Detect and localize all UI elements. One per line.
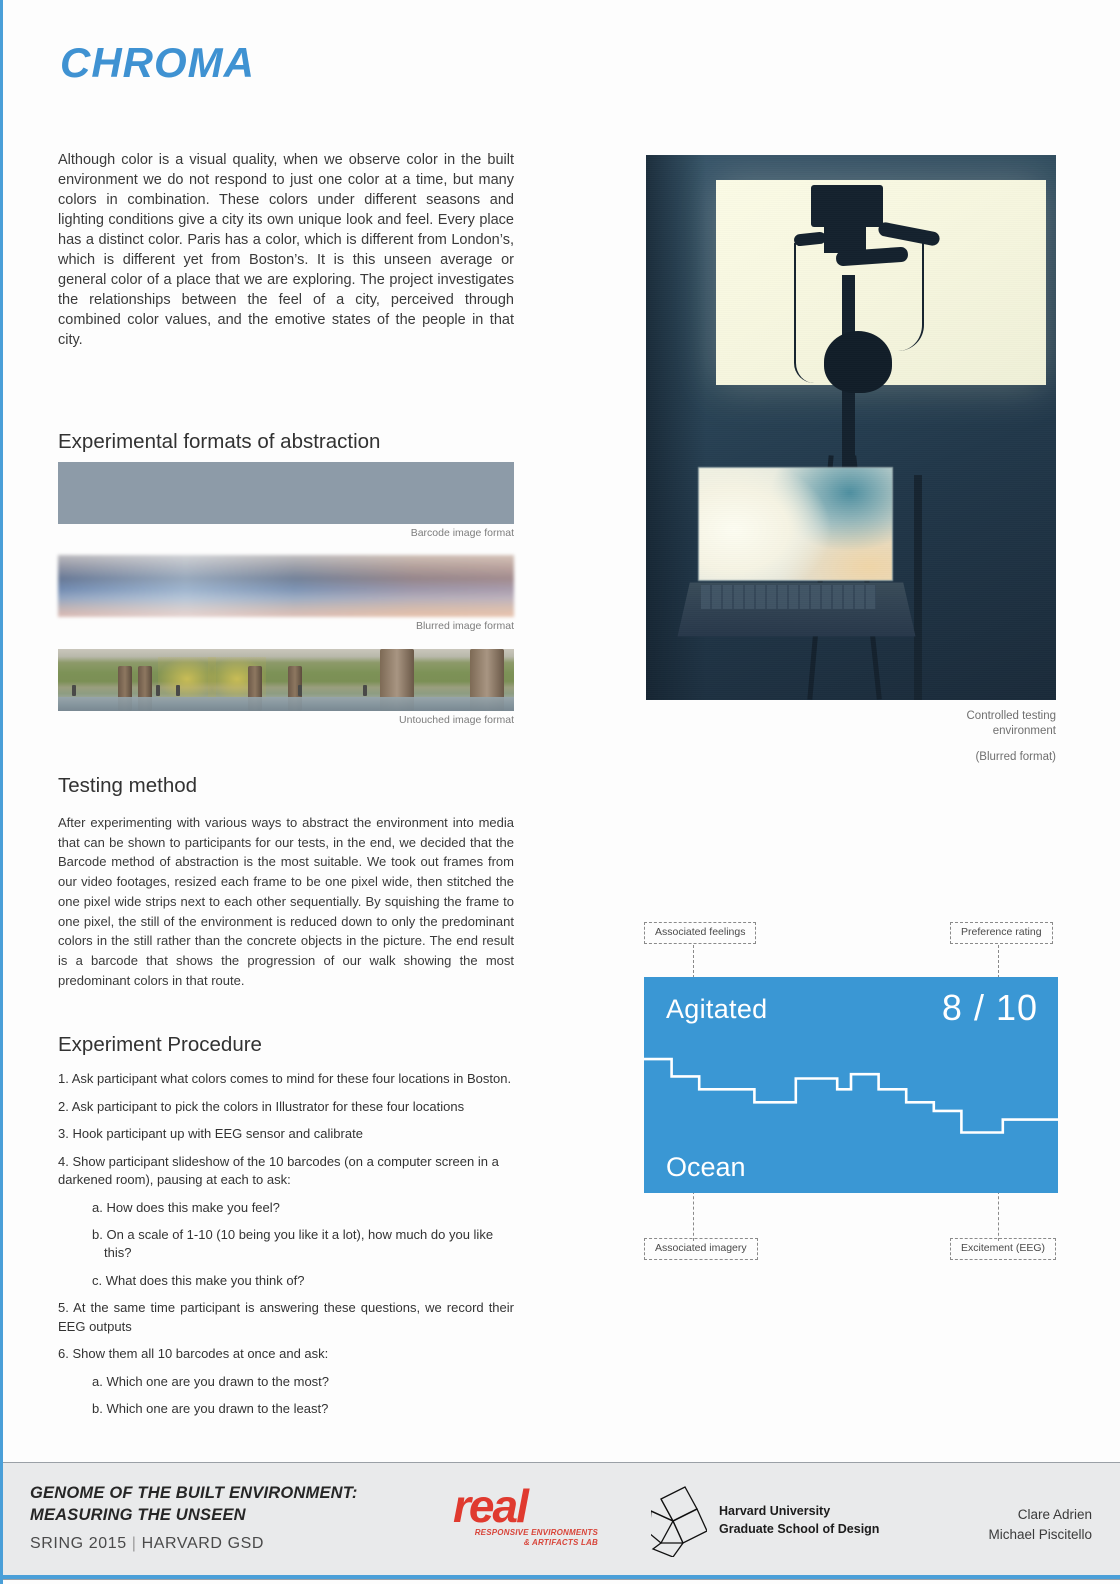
gsd-lattice-icon bbox=[651, 1485, 707, 1557]
tag-associated-feelings: Associated feelings bbox=[644, 922, 756, 944]
left-column bbox=[58, 150, 514, 1428]
procedure-step: 6. Show them all 10 barcodes at once and ask: bbox=[58, 1346, 329, 1362]
tag-excitement-eeg: Excitement (EEG) bbox=[950, 1238, 1056, 1260]
real-tagline bbox=[453, 1528, 598, 1548]
barcode-image bbox=[58, 462, 514, 524]
footer-term: SRING 2015 bbox=[30, 1535, 127, 1552]
leader-line-imagery bbox=[693, 1191, 694, 1241]
real-lab-logo bbox=[453, 1480, 598, 1548]
right-column bbox=[646, 155, 1056, 765]
intro-paragraph: Although color is a visual quality, when we observe color in the built environment we do not respond to just one color at a time, but many colors in combination. These colors under different seasons and lighting conditions give a city its own unique look and feel. Every place has a distinct color. Paris has a color, which is different from London’s, which is different yet from Boston’s. It is this unseen average or general color of a place that we are exploring. The project investigates the relationships between the feel of a city, perceived through combined color values, and the emotive states of the people in that city. bbox=[58, 152, 514, 348]
testing-method-heading: Testing method bbox=[58, 774, 198, 798]
footer-subtitle bbox=[30, 1535, 264, 1553]
procedure-step: 2. Ask participant to pick the colors in Illustrator for these four locations bbox=[58, 1098, 465, 1114]
footer-project-title bbox=[30, 1483, 358, 1527]
photo-caption bbox=[646, 709, 1056, 765]
response-panel bbox=[644, 977, 1058, 1193]
panel-feeling-value: Agitated bbox=[666, 994, 768, 1024]
testing-method-section bbox=[58, 774, 514, 990]
format-blurred bbox=[58, 555, 514, 633]
procedure-step: 1. Ask participant what colors comes to mind for these four locations in Boston. bbox=[58, 1071, 512, 1087]
blurred-caption: Blurred image format bbox=[415, 620, 514, 633]
untouched-caption: Untouched image format bbox=[399, 713, 514, 726]
testing-method-paragraph: After experimenting with various ways to abstract the environment into media that can be shown to participants for our tests, in the end, we decided that the Barcode method of abstraction is the most suitable. We took out frames from our video footages, resized each frame to be one pixel wide, then stitched the one pixel wide strips next to each other sequentially. By squishing the frame to one pixel, the still of the environment is reduced down to only the predominant colors in the still rather than the concrete objects in the picture. The end result is a barcode that shows the progression of our walk showing the most predominant colors in that route. bbox=[58, 814, 514, 988]
tag-associated-imagery: Associated imagery bbox=[644, 1238, 758, 1260]
page-title: CHROMA bbox=[60, 39, 255, 86]
formats-section bbox=[58, 430, 514, 726]
footer-title-line2: MEASURING THE UNSEEN bbox=[30, 1505, 246, 1524]
format-barcode bbox=[58, 462, 514, 540]
panel-rating-value: 8 / 10 bbox=[941, 987, 1038, 1028]
panel-imagery-value: Ocean bbox=[666, 1152, 746, 1182]
footer-title-line1: GENOME OF THE BUILT ENVIRONMENT: bbox=[30, 1484, 358, 1502]
photo-caption-line3: (Blurred format) bbox=[975, 750, 1056, 763]
procedure-substep: b. Which one are you drawn to the least? bbox=[92, 1401, 329, 1417]
real-tagline-line2: & ARTIFACTS LAB bbox=[523, 1538, 598, 1548]
real-tagline-line1: RESPONSIVE ENVIRONMENTS bbox=[474, 1528, 598, 1538]
response-diagram bbox=[640, 915, 1058, 1265]
testing-environment-photo bbox=[646, 155, 1056, 700]
footer-institution: HARVARD GSD bbox=[141, 1535, 265, 1552]
barcode-caption: Barcode image format bbox=[410, 526, 514, 539]
footer-divider: | bbox=[131, 1535, 137, 1552]
procedure-substep: a. Which one are you drawn to the most? bbox=[92, 1373, 330, 1389]
author-list bbox=[988, 1505, 1092, 1544]
untouched-image bbox=[58, 649, 514, 711]
formats-heading: Experimental formats of abstraction bbox=[58, 430, 381, 453]
real-wordmark: real bbox=[453, 1480, 527, 1532]
photo-caption-line2: environment bbox=[992, 724, 1056, 737]
footer-accent-line bbox=[3, 1575, 1120, 1579]
leader-line-excitement bbox=[998, 1191, 999, 1241]
procedure-substep: b. On a scale of 1-10 (10 being you like it a lot), how much do you like this? bbox=[92, 1227, 494, 1261]
procedure-step: 4. Show participant slideshow of the 10 barcodes (on a computer screen in a darkened room), pausing at each to ask: bbox=[58, 1153, 499, 1188]
blurred-image bbox=[58, 555, 514, 617]
photo-caption-line1: Controlled testing bbox=[966, 710, 1056, 722]
procedure-substep: a. How does this make you feel? bbox=[92, 1199, 280, 1215]
gsd-line2: Graduate School of Design bbox=[719, 1522, 880, 1536]
tag-preference-rating: Preference rating bbox=[950, 922, 1053, 944]
poster-footer bbox=[3, 1462, 1120, 1580]
procedure-step: 5. At the same time participant is answering these questions, we record their EEG outputs bbox=[58, 1300, 514, 1334]
author-2: Michael Piscitello bbox=[988, 1526, 1092, 1542]
procedure-step: 3. Hook participant up with EEG sensor and calibrate bbox=[58, 1126, 363, 1142]
format-untouched bbox=[58, 649, 514, 727]
procedure-heading: Experiment Procedure bbox=[58, 1032, 262, 1056]
harvard-gsd-logo bbox=[651, 1485, 879, 1557]
gsd-line1: Harvard University bbox=[719, 1504, 831, 1519]
procedure-substep: c. What does this make you think of? bbox=[92, 1272, 305, 1288]
author-1: Clare Adrien bbox=[1017, 1507, 1092, 1522]
procedure-list bbox=[58, 1070, 514, 1418]
gsd-logo-text bbox=[719, 1503, 879, 1539]
procedure-section bbox=[58, 1033, 514, 1419]
